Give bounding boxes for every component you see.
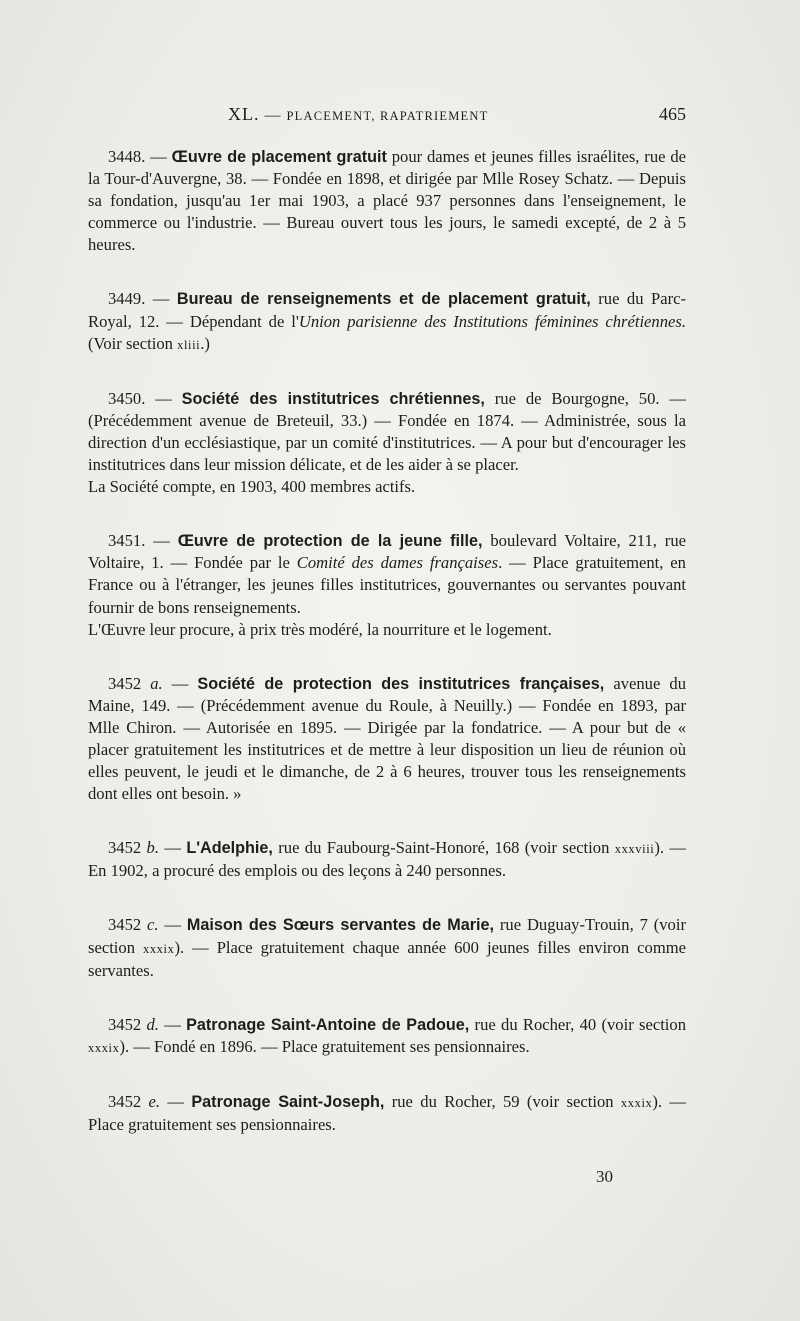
entry-text: . — Place gratuitement, en France ou à l'étranger, les jeunes filles institutrices, gouvernantes ou servantes pouvant fournir de bons renseignements. (88, 553, 686, 617)
entry-suffix: a. (150, 673, 163, 693)
entry-title: Maison des Sœurs servantes de Marie, (186, 916, 495, 935)
page-body (88, 146, 686, 1168)
entry-text: ). — Place gratuitement chaque année 600 jeunes filles environ comme servantes. (88, 937, 686, 980)
entry-text: rue du Rocher, 40 (voir section (474, 1014, 687, 1034)
entry-paragraph: La Société compte, en 1903, 400 membres actifs. (88, 477, 416, 497)
entry-number: 3450. (108, 388, 146, 408)
entry-number: 3452 (108, 673, 142, 693)
section-reference: xxxix (142, 941, 175, 956)
entry-3452e: 3452 e. — Patronage Saint-Joseph, rue du Rocher, 59 (voir section xxxix). — Place gratuitement ses pensionnaires. (88, 1091, 686, 1134)
entry-number: 3452 (108, 915, 142, 935)
entry-title: Société des institutrices chrétiennes, (181, 389, 485, 408)
entry-italic-text: Comité des dames françaises (296, 553, 499, 573)
section-reference: xxxviii (614, 842, 655, 857)
entry-title: Société de protection des institutrices françaises, (197, 674, 605, 693)
section-reference: xxxix (88, 1040, 120, 1055)
entry-italic-text: Union parisienne des Institutions féminines chrétiennes. (298, 311, 686, 331)
entry-number: 3452 (108, 1091, 142, 1111)
chapter-number: XL. (228, 104, 260, 124)
entry-text: rue du Faubourg-Saint-Honoré, 168 (voir section (278, 838, 615, 858)
entry-3449: 3449. — Bureau de renseignements et de placement gratuit, rue du Parc-Royal, 12. — Dépendant de l'Union parisienne des Institutions féminines chrétiennes. (Voir section xliii.) (88, 289, 686, 353)
entry-text: (Voir section (88, 333, 178, 353)
entry-paragraph: L'Œuvre leur procure, à prix très modéré, la nourriture et le logement. (88, 619, 552, 639)
entry-3452b: 3452 b. — L'Adelphie, rue du Faubourg-Saint-Honoré, 168 (voir section xxxviii). — En 1902, a procuré des emplois ou des leçons à 240 personnes. (88, 838, 686, 881)
entry-3448: 3448. — Œuvre de placement gratuit pour dames et jeunes filles israélites, rue de la Tour-d'Auvergne, 38. — Fondée en 1898, et dirigée par Mlle Rosey Schatz. — Depuis sa fondation, jusqu'au 1er mai 1903, a placé 937 personnes dans l'enseignement, le commerce ou l'industrie. — Bureau ouvert tous les jours, le samedi excepté, de 2 à 5 heures. (88, 147, 686, 255)
section-reference: xliii (177, 337, 201, 352)
running-header (228, 104, 686, 130)
entry-text: rue Duguay-Trouin, 7 (voir section (88, 915, 686, 957)
section-reference: xxxix (620, 1095, 653, 1110)
entry-title: L'Adelphie, (186, 839, 273, 858)
entry-3451: 3451. — Œuvre de protection de la jeune fille, boulevard Voltaire, 211, rue Voltaire, 1. — Fondée par le Comité des dames françaises. — Place gratuitement, en France ou à l'étranger, les jeunes filles institutrices, gouvernantes ou servantes pouvant fournir de bons renseignements. L'Œuvre leur procure, à prix très modéré, la nourriture et le logement. (88, 530, 686, 640)
entry-title: Œuvre de protection de la jeune fille, (177, 532, 483, 551)
entry-text: .) (200, 333, 210, 353)
header-dash: — (264, 107, 282, 124)
entry-suffix: d. (146, 1014, 159, 1034)
entry-3452a: 3452 a. — Société de protection des institutrices françaises, avenue du Maine, 149. — (Précédemment avenue du Roule, à Neuilly.) — Fondée en 1893, par Mlle Chiron. — Autorisée en 1895. — Dirigée par la fondatrice. — A pour but de « placer gratuitement les institutrices et de mettre à leur disposition un lieu de réunion où elles peuvent, le jeudi et le dimanche, de 2 à 6 heures, trouver tous les renseignements dont elles ont besoin. » (88, 673, 686, 804)
entry-3452d: 3452 d. — Patronage Saint-Antoine de Padoue, rue du Rocher, 40 (voir section xxxix). — Fondé en 1896. — Place gratuitement ses pensionnaires. (88, 1014, 687, 1056)
entry-suffix: c. (147, 915, 159, 935)
chapter-title: PLACEMENT, RAPATRIEMENT (286, 109, 489, 123)
entry-text: rue du Parc-Royal, 12. — Dépendant de l' (88, 289, 686, 331)
entry-title: Patronage Saint-Antoine de Padoue, (186, 1015, 470, 1034)
entry-suffix: b. (146, 838, 159, 858)
entry-3452c: 3452 c. — Maison des Sœurs servantes de Marie, rue Duguay-Trouin, 7 (voir section xxxix). — Place gratuitement chaque année 600 jeunes filles environ comme servantes. (88, 915, 686, 980)
entry-title: Patronage Saint-Joseph, (191, 1092, 385, 1111)
entry-text: boulevard Voltaire, 211, rue Voltaire, 1. — Fondée par le (88, 531, 686, 573)
entry-text: pour dames et jeunes filles israélites, rue de la Tour-d'Auvergne, 38. — Fondée en 1898, et dirigée par Mlle Rosey Schatz. — Depuis sa fondation, jusqu'au 1er mai 1903, a placé 937 personnes dans l'enseignement, le commerce ou l'industrie. — Bureau ouvert tous les jours, le samedi excepté, de 2 à 5 heures. (88, 147, 686, 255)
entry-text: ). — Fondé en 1896. — Place gratuitement ses pensionnaires. (119, 1036, 530, 1056)
entry-text: rue du Rocher, 59 (voir section (391, 1091, 621, 1111)
entry-number: 3452 (108, 1014, 142, 1034)
entry-number: 3449. (108, 289, 146, 309)
page-number: 465 (659, 104, 686, 124)
entry-text: ). — En 1902, a procuré des emplois ou des leçons à 240 personnes. (88, 838, 686, 881)
entry-suffix: e. (148, 1091, 161, 1111)
entry-title: Bureau de renseignements et de placement gratuit, (176, 290, 591, 309)
entry-number: 3448. (108, 147, 146, 166)
entry-text: ). — Place gratuitement ses pensionnaires. (88, 1091, 686, 1134)
entry-title: Œuvre de placement gratuit (171, 148, 387, 166)
entry-number: 3451. (108, 531, 146, 551)
entry-3450: 3450. — Société des institutrices chrétiennes, rue de Bourgogne, 50. — (Précédemment avenue de Breteuil, 33.) — Fondée en 1874. — Administrée, sous la direction d'un ecclésiastique, par un comité d'institutrices. — A pour but d'encourager les institutrices dans leur mission délicate, et de les aider à se placer. La Société compte, en 1903, 400 membres actifs. (88, 388, 686, 498)
entry-number: 3452 (108, 838, 142, 858)
printer-signature-mark: 30 (596, 1167, 613, 1186)
entry-text: avenue du Maine, 149. — (Précédemment avenue du Roule, à Neuilly.) — Fondée en 1893, par Mlle Chiron. — Autorisée en 1895. — Dirigée par la fondatrice. — A pour but de « placer gratuitement les institutrices et de mettre à leur disposition un lieu de réunion où elles peuvent, le jeudi et le dimanche, de 2 à 6 heures, trouver tous les renseignements dont elles ont besoin. » (88, 673, 686, 804)
entry-text: rue de Bourgogne, 50. — (Précédemment avenue de Breteuil, 33.) — Fondée en 1874. — Administrée, sous la direction d'un ecclésiastique, par un comité d'institutrices. — A pour but d'encourager les institutrices dans leur mission délicate, et de les aider à se placer. (88, 388, 687, 475)
